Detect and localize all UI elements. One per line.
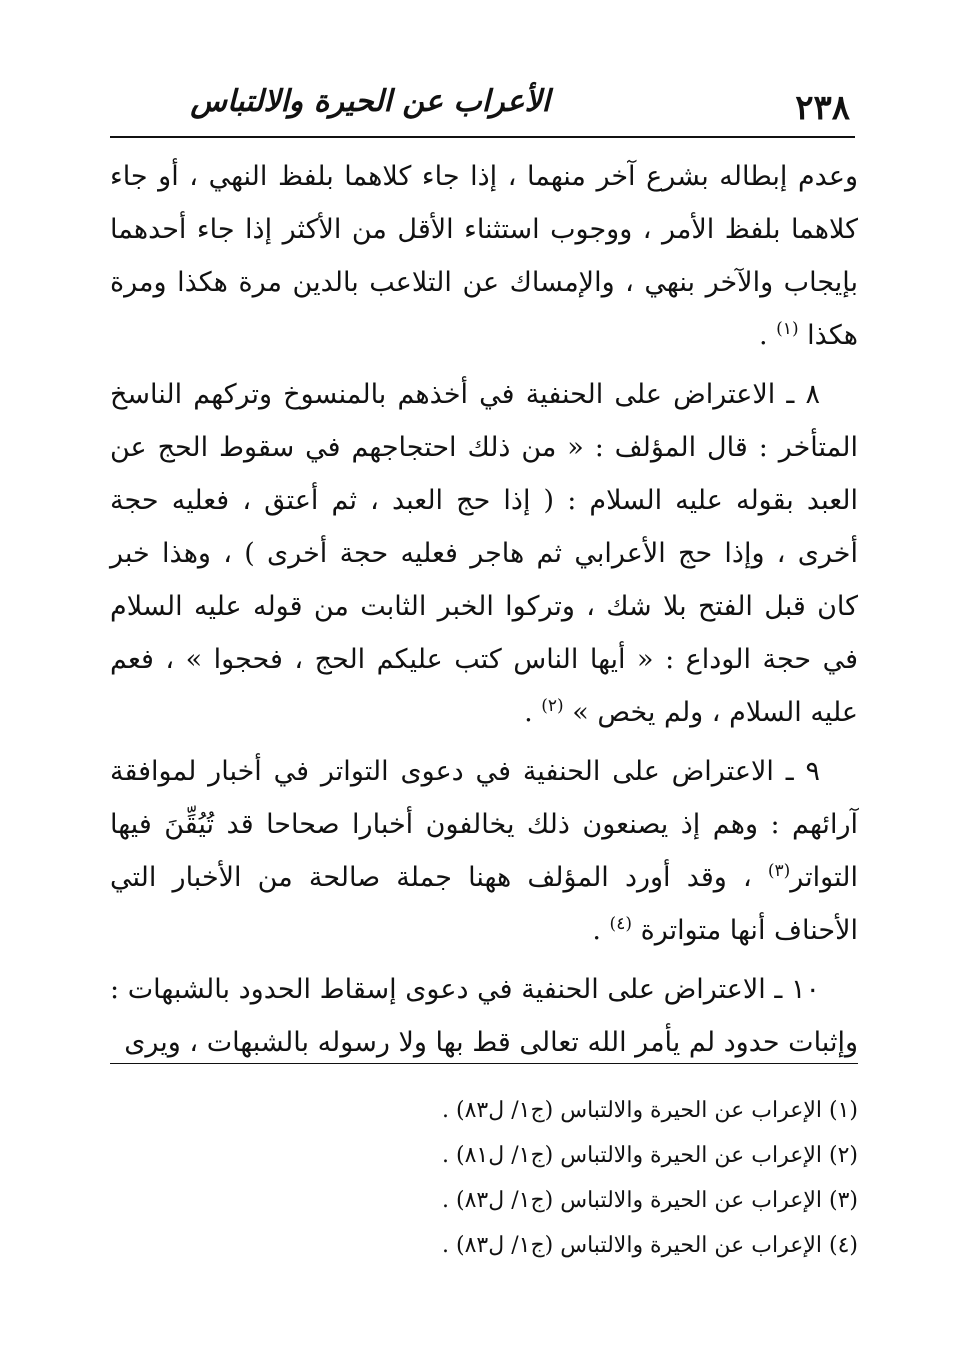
paragraph-2 <box>110 368 858 739</box>
footnote-ref: (١) <box>776 319 799 339</box>
footnote-rule <box>110 1063 858 1064</box>
paragraph-1 <box>110 150 858 362</box>
paragraph-tail: ، وقد أورد المؤلف ههنا جملة صالحة من الأخبار التي الأحناف أنها متواترة <box>110 862 858 946</box>
paragraph-text: وعدم إبطاله بشرع آخر منهما ، إذا جاء كلاهما بلفظ النهي ، أو جاء كلاهما بلفظ الأمر ، ووجوب استثناء الأقل من الأكثر إذا جاء أحدهما بإيجاب والآخر بنهي ، والإمساك عن التلاعب بالدين مرة هكذا ومرة هكذا <box>110 161 858 351</box>
footnote: (١) الإعراب عن الحيرة والالتباس (ج١/ ل٨٣) . <box>442 1098 858 1123</box>
paragraph-tail: . <box>592 915 610 946</box>
footnotes <box>110 1088 858 1268</box>
page-number: ٢٣٨ <box>795 88 850 128</box>
footnote-ref: (٢) <box>541 696 564 716</box>
footnote-ref: (٣) <box>767 861 791 881</box>
running-title: الأعراب عن الحيرة والالتباس <box>190 84 550 119</box>
paragraph-tail: . <box>758 320 777 351</box>
footnote: (٤) الإعراب عن الحيرة والالتباس (ج١/ ل٨٣) . <box>442 1233 858 1258</box>
paragraph-text: ٩ ـ الاعتراض على الحنفية في دعوى التواتر في أخبار لموافقة آرائهم : وهم إذ يصنعون ذلك يخالفون أخبارا صحاحا قد تُيُقِّنَ فيها التواتر <box>110 756 858 893</box>
footnote: (٣) الإعراب عن الحيرة والالتباس (ج١/ ل٨٣) . <box>442 1188 858 1213</box>
page-header <box>110 78 850 134</box>
paragraph-4 <box>110 963 858 1069</box>
paragraph-3 <box>110 745 858 957</box>
header-rule <box>110 136 855 138</box>
paragraph-text: ٨ ـ الاعتراض على الحنفية في أخذهم بالمنسوخ وتركهم الناسخ المتأخر : قال المؤلف : « من ذلك احتجاجهم في سقوط الحج عن العبد بقوله عليه السلام : ( إذا حج العبد ، ثم أعتق ، فعليه حجة أخرى ، وإذا حج الأعرابي ثم هاجر فعليه حجة أخرى ) ، وهذا خبر كان قبل الفتح بلا شك ، وتركوا الخبر الثابت من قوله عليه السلام في حجة الوداع : « أيها الناس كتب عليكم الحج ، فحجوا » ، فعم عليه السلام ، ولم يخص » <box>110 379 858 728</box>
footnote: (٢) الإعراب عن الحيرة والالتباس (ج١/ ل٨١) . <box>442 1143 858 1168</box>
paragraph-text: ١٠ ـ الاعتراض على الحنفية في دعوى إسقاط الحدود بالشبهات : وإثبات حدود لم يأمر الله تعالى قط بها ولا رسوله بالشبهات ، ويرى <box>110 974 858 1058</box>
footnote-ref: (٤) <box>609 914 632 934</box>
main-text <box>110 150 858 1075</box>
paragraph-tail: . <box>524 697 542 728</box>
